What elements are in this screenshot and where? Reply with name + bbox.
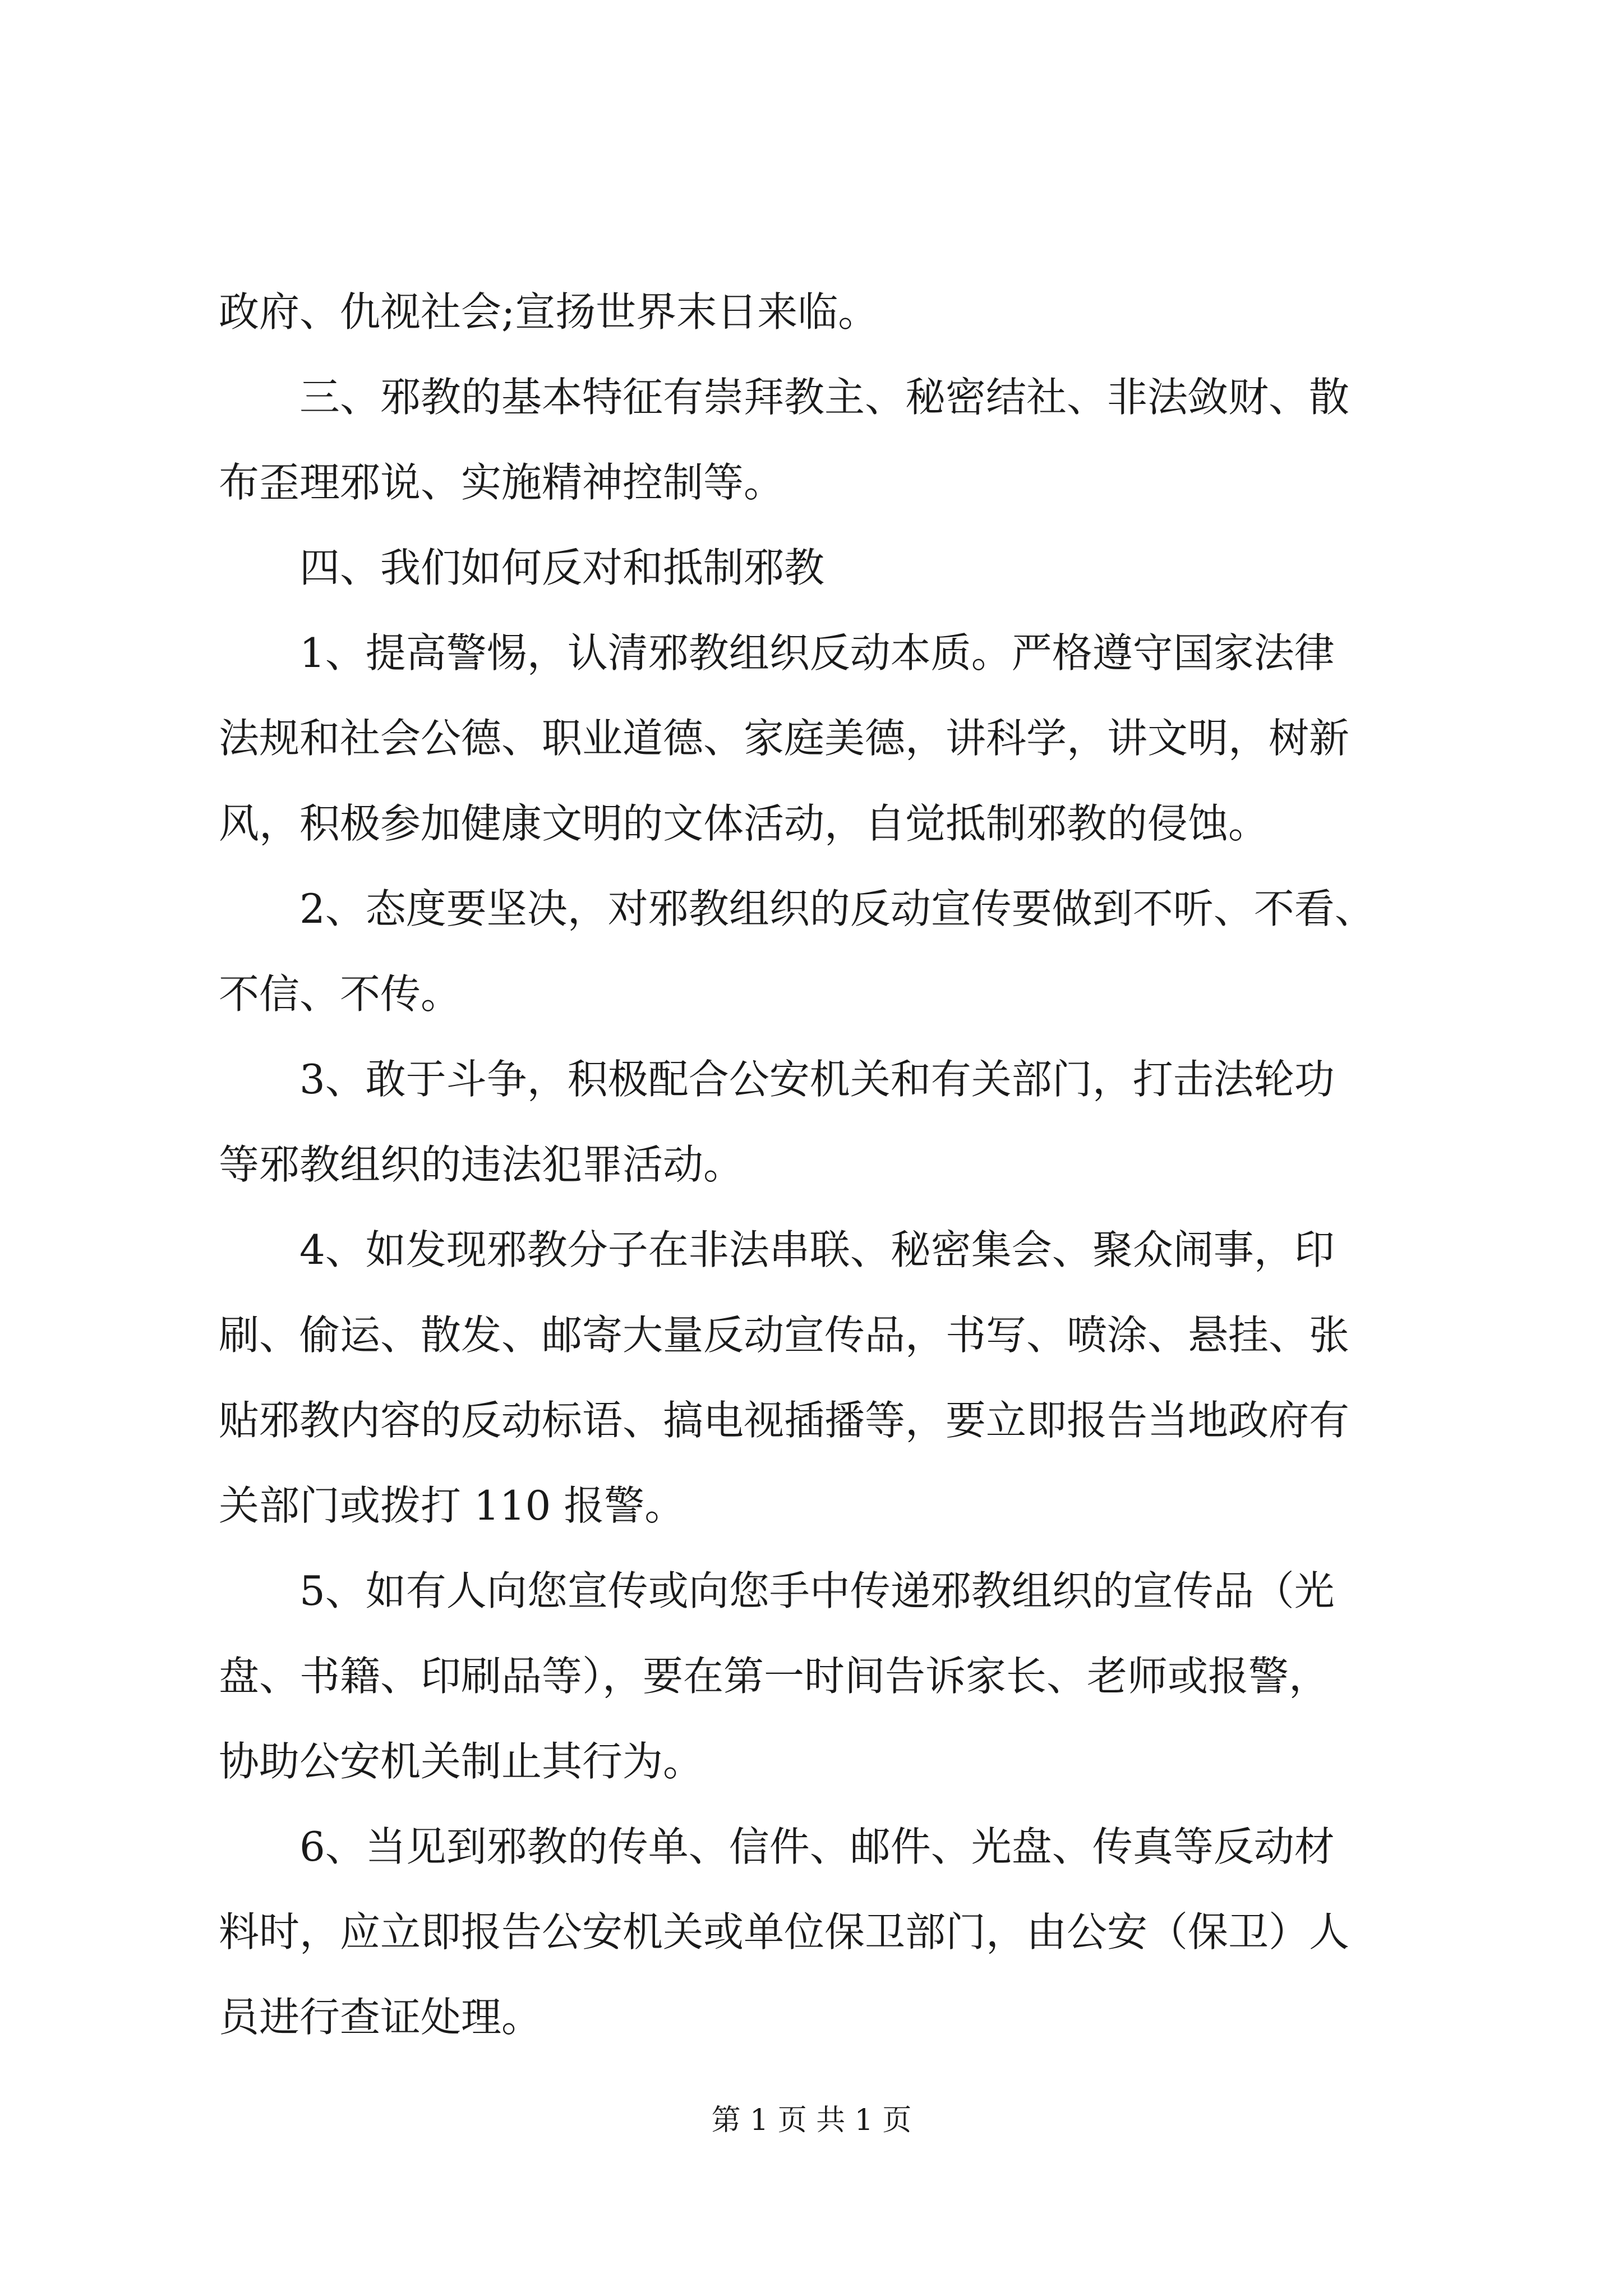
- text-line-16: 5、如有人向您宣传或向您手中传递邪教组织的宣传品（光: [299, 1567, 1335, 1614]
- text-line-9: 不信、不传。: [219, 970, 462, 1018]
- text-line-15: 关部门或拨打 110 报警。: [219, 1482, 685, 1529]
- text-line-14: 贴邪教内容的反动标语、搞电视插播等，要立即报告当地政府有: [219, 1397, 1350, 1444]
- text-line-12: 4、如发现邪教分子在非法串联、秘密集会、聚众闹事，印: [299, 1226, 1335, 1273]
- text-line-5: 1、提高警惕，认清邪教组织反动本质。严格遵守国家法律: [299, 629, 1335, 677]
- text-line-19: 6、当见到邪教的传单、信件、邮件、光盘、传真等反动材: [299, 1823, 1335, 1870]
- text-line-2: 三、邪教的基本特征有崇拜教主、秘密结社、非法敛财、散: [299, 374, 1350, 421]
- text-line-21: 员进行查证处理。: [219, 1994, 542, 2041]
- text-line-17: 盘、书籍、印刷品等），要在第一时间告诉家长、老师或报警，: [219, 1653, 1330, 1700]
- text-line-8: 2、态度要坚决，对邪教组织的反动宣传要做到不听、不看、: [299, 885, 1375, 932]
- section-heading-4: 四、我们如何反对和抵制邪教: [299, 544, 825, 591]
- text-line-7: 风，积极参加健康文明的文体活动，自觉抵制邪教的侵蚀。: [219, 800, 1269, 847]
- text-line-20: 料时，应立即报告公安机关或单位保卫部门，由公安（保卫）人: [219, 1908, 1350, 1955]
- page-footer: 第 1 页 共 1 页: [711, 2104, 912, 2137]
- text-line-10: 3、敢于斗争，积极配合公安机关和有关部门，打击法轮功: [299, 1056, 1335, 1103]
- text-line-6: 法规和社会公德、职业道德、家庭美德，讲科学，讲文明，树新: [219, 715, 1350, 762]
- text-line-13: 刷、偷运、散发、邮寄大量反动宣传品，书写、喷涂、悬挂、张: [219, 1312, 1350, 1359]
- text-line-3: 布歪理邪说、实施精神控制等。: [219, 459, 785, 506]
- text-line-11: 等邪教组织的违法犯罪活动。: [219, 1141, 744, 1188]
- text-line-1: 政府、仇视社会;宣扬世界末日来临。: [219, 288, 879, 335]
- text-line-18: 协助公安机关制止其行为。: [219, 1738, 704, 1785]
- document-body: [219, 269, 1430, 2060]
